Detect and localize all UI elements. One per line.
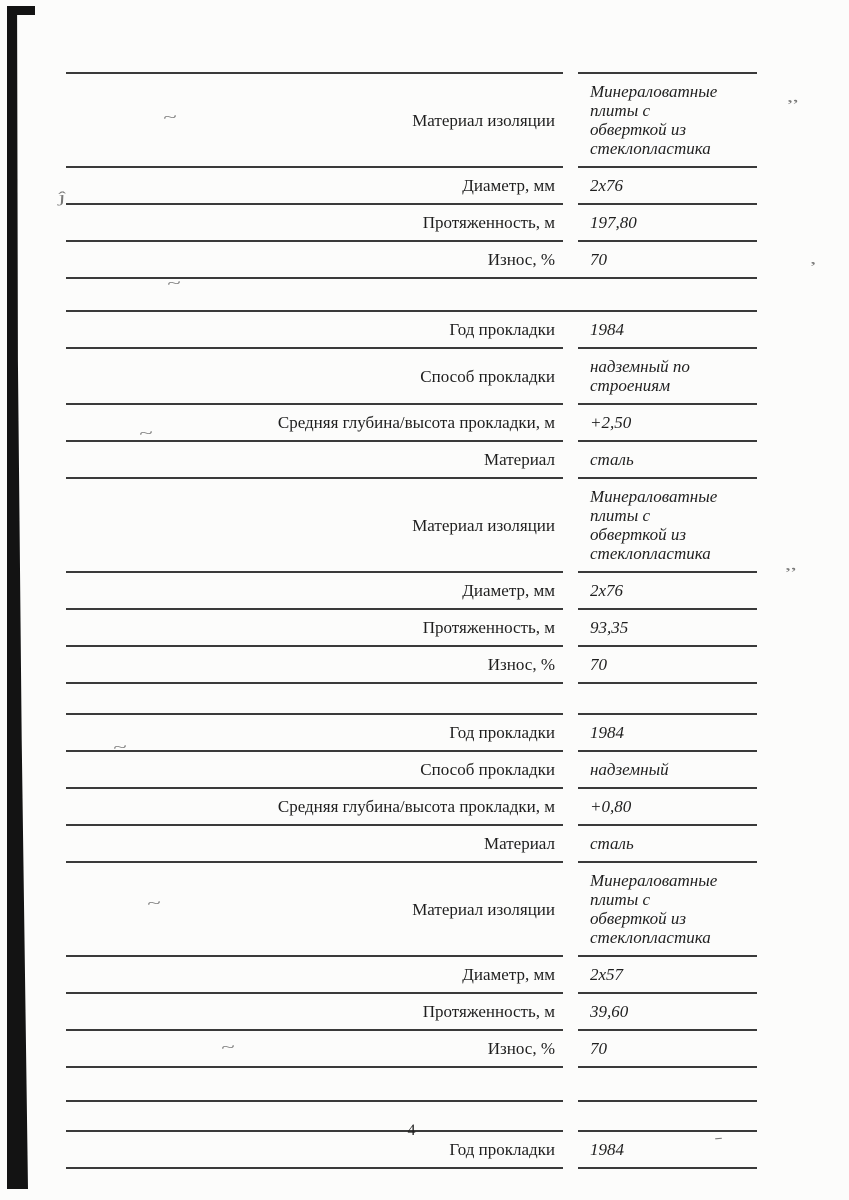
row-label: Материал xyxy=(66,826,563,863)
row-value: 1984 xyxy=(578,715,757,752)
column-gap xyxy=(563,826,578,863)
row-label: Протяженность, м xyxy=(66,994,563,1031)
column-gap xyxy=(563,610,578,647)
row-value: +2,50 xyxy=(578,405,757,442)
row-value: 2x57 xyxy=(578,957,757,994)
scan-artifact: ~ xyxy=(145,895,163,913)
scan-artifact: ’’ xyxy=(781,565,799,583)
table-row xyxy=(66,442,757,479)
column-gap xyxy=(563,479,578,573)
column-gap xyxy=(563,1031,578,1068)
column-gap xyxy=(563,789,578,826)
spacer-row xyxy=(66,1068,757,1102)
table-row xyxy=(66,405,757,442)
column-gap xyxy=(563,442,578,479)
scan-artifact: ~ xyxy=(161,109,179,127)
scan-artifact: ’’ xyxy=(783,97,801,115)
row-value: сталь xyxy=(578,826,757,863)
scan-binding-bar-top xyxy=(7,6,35,15)
column-gap xyxy=(563,405,578,442)
row-value: 70 xyxy=(578,1031,757,1068)
row-value xyxy=(578,1068,757,1102)
column-gap xyxy=(563,957,578,994)
row-label: Год прокладки xyxy=(66,312,563,349)
column-gap xyxy=(563,647,578,684)
table-row xyxy=(66,789,757,826)
table-row xyxy=(66,349,757,405)
row-label: Диаметр, мм xyxy=(66,573,563,610)
row-value: 70 xyxy=(578,242,757,279)
table-row xyxy=(66,242,757,279)
row-value: 2x76 xyxy=(578,573,757,610)
row-value xyxy=(578,279,757,312)
row-label xyxy=(66,1068,563,1102)
table-row xyxy=(66,1031,757,1068)
row-label: Протяженность, м xyxy=(66,205,563,242)
scan-artifact: - xyxy=(712,1129,725,1147)
column-gap xyxy=(563,205,578,242)
table-row xyxy=(66,610,757,647)
row-label: Материал изоляции xyxy=(66,479,563,573)
row-label: Износ, % xyxy=(66,1031,563,1068)
scan-artifact: ~ xyxy=(219,1039,237,1057)
table-row xyxy=(66,752,757,789)
row-value: 70 xyxy=(578,647,757,684)
row-label: Материал xyxy=(66,442,563,479)
table-row xyxy=(66,205,757,242)
row-label xyxy=(66,684,563,715)
scan-artifact: ~ xyxy=(137,425,155,443)
row-label: Год прокладки xyxy=(66,1132,563,1169)
scan-binding-bar xyxy=(7,6,28,1189)
row-label: Износ, % xyxy=(66,242,563,279)
table-row xyxy=(66,826,757,863)
row-value: 197,80 xyxy=(578,205,757,242)
row-label: Диаметр, мм xyxy=(66,168,563,205)
row-label: Способ прокладки xyxy=(66,349,563,405)
row-label: Материал изоляции xyxy=(66,863,563,957)
row-value: +0,80 xyxy=(578,789,757,826)
row-label: Средняя глубина/высота прокладки, м xyxy=(66,405,563,442)
spacer-row xyxy=(66,279,757,312)
table-row xyxy=(66,957,757,994)
column-gap xyxy=(563,242,578,279)
row-label xyxy=(66,279,563,312)
row-value: 2x76 xyxy=(578,168,757,205)
row-label: Износ, % xyxy=(66,647,563,684)
table-row xyxy=(66,863,757,957)
column-gap xyxy=(563,312,578,349)
record-table xyxy=(66,72,757,1169)
row-value: 39,60 xyxy=(578,994,757,1031)
table-row xyxy=(66,74,757,168)
page-number: 4 xyxy=(407,1122,416,1139)
table-row xyxy=(66,994,757,1031)
table-row xyxy=(66,312,757,349)
row-value: сталь xyxy=(578,442,757,479)
row-value: надземный по строениям xyxy=(578,349,757,405)
table-row xyxy=(66,479,757,573)
row-label: Год прокладки xyxy=(66,715,563,752)
row-value: 93,35 xyxy=(578,610,757,647)
column-gap xyxy=(563,863,578,957)
row-value: 1984 xyxy=(578,312,757,349)
row-value: Минераловатные плиты с обверткой из стеклопластика xyxy=(578,863,757,957)
column-gap xyxy=(563,74,578,168)
table-row xyxy=(66,168,757,205)
row-value: Минераловатные плиты с обверткой из стеклопластика xyxy=(578,479,757,573)
column-gap xyxy=(563,279,578,312)
column-gap xyxy=(563,684,578,715)
column-gap xyxy=(563,349,578,405)
row-label: Диаметр, мм xyxy=(66,957,563,994)
scan-artifact: ĵ xyxy=(56,189,68,207)
scan-artifact: ~ xyxy=(111,739,129,757)
spacer-row xyxy=(66,684,757,715)
table-row xyxy=(66,573,757,610)
column-gap xyxy=(563,752,578,789)
row-label: Средняя глубина/высота прокладки, м xyxy=(66,789,563,826)
column-gap xyxy=(563,573,578,610)
column-gap xyxy=(563,715,578,752)
scan-artifact: ~ xyxy=(165,275,183,293)
table-row xyxy=(66,647,757,684)
row-value: надземный xyxy=(578,752,757,789)
table-row xyxy=(66,715,757,752)
column-gap xyxy=(563,1068,578,1102)
row-label: Протяженность, м xyxy=(66,610,563,647)
row-value xyxy=(578,684,757,715)
row-label: Способ прокладки xyxy=(66,752,563,789)
column-gap xyxy=(563,994,578,1031)
row-label: Материал изоляции xyxy=(66,74,563,168)
column-gap xyxy=(563,168,578,205)
scan-artifact: ’ xyxy=(806,259,819,277)
row-value: Минераловатные плиты с обверткой из стеклопластика xyxy=(578,74,757,168)
row-value: 1984 xyxy=(578,1132,757,1169)
